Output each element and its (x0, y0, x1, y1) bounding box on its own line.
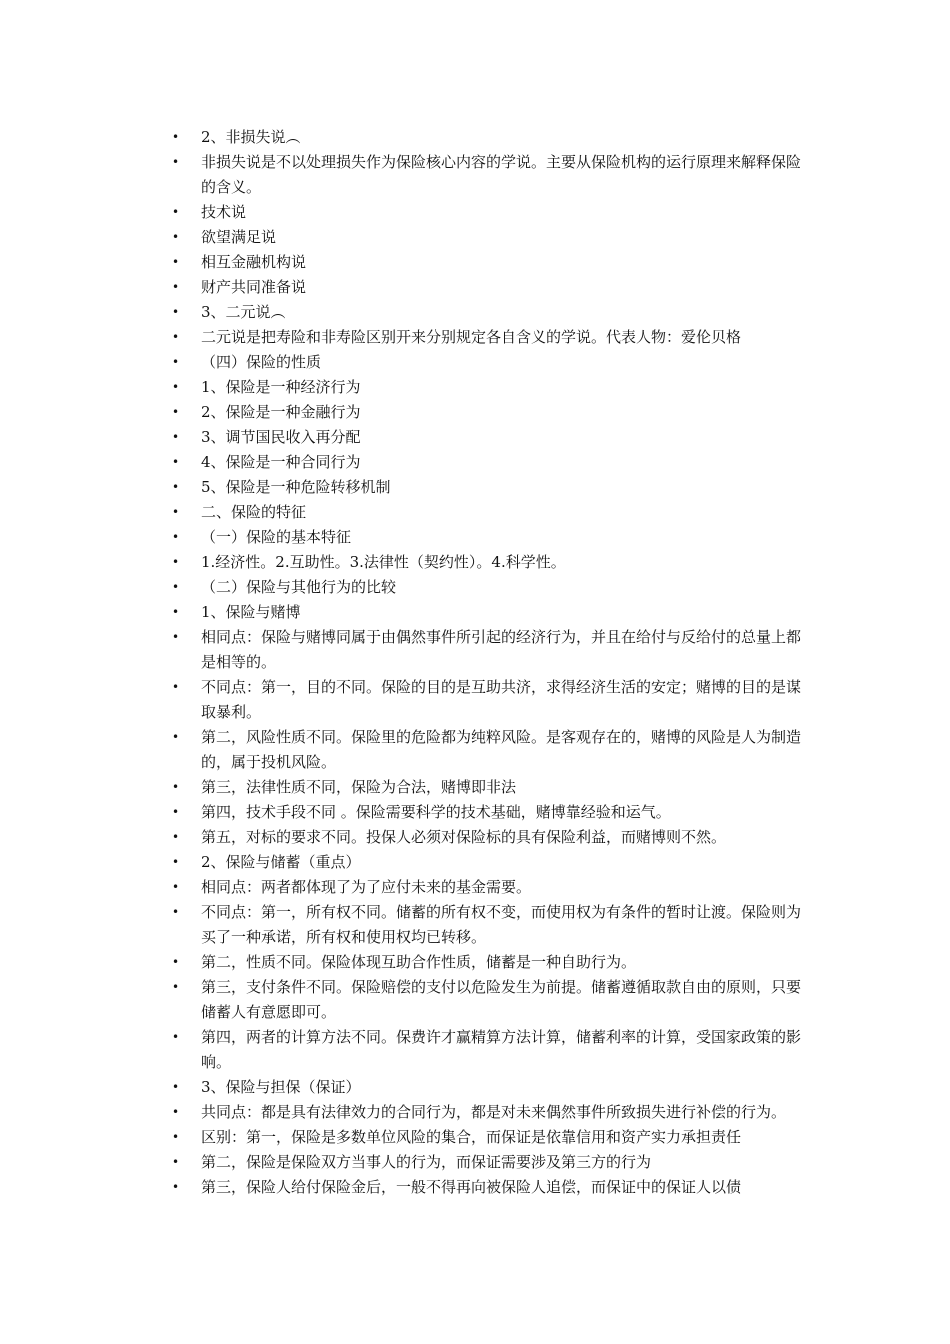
list-item (172, 225, 812, 250)
bullet-icon: • (172, 880, 180, 894)
bullet-icon: • (172, 955, 180, 969)
list-item-text: 不同点：第一，目的不同。保险的目的是互助共济，求得经济生活的安定；赌博的目的是谋取暴利。 (201, 678, 802, 721)
bullet-icon: • (172, 730, 180, 744)
list-item (172, 550, 812, 575)
bullet-icon: • (172, 1080, 180, 1094)
list-item (172, 400, 812, 425)
list-item (172, 425, 812, 450)
list-item-text: 2、保险与储蓄（重点） (201, 853, 361, 871)
list-item (172, 675, 812, 725)
bullet-icon: • (172, 905, 180, 919)
list-item (172, 1150, 812, 1175)
list-item-text: 第二，性质不同。保险体现互助合作性质，储蓄是一种自助行为。 (201, 953, 637, 971)
bullet-icon: • (172, 855, 180, 869)
list-item (172, 325, 812, 350)
bullet-list (172, 125, 812, 1200)
list-item (172, 625, 812, 675)
list-item (172, 600, 812, 625)
bullet-icon: • (172, 1030, 180, 1044)
list-item-text: 区别：第一，保险是多数单位风险的集合，而保证是依靠信用和资产实力承担责任 (201, 1128, 742, 1146)
bullet-icon: • (172, 780, 180, 794)
list-item-text: 二元说是把寿险和非寿险区别开来分别规定各自含义的学说。代表人物：爱伦贝格 (201, 328, 742, 346)
bullet-icon: • (172, 480, 180, 494)
list-item-text: 相互金融机构说 (201, 253, 307, 271)
bullet-icon: • (172, 605, 180, 619)
list-item-text: 第三，支付条件不同。保险赔偿的支付以危险发生为前提。储蓄遵循取款自由的原则，只要储蓄人有意愿即可。 (201, 978, 802, 1021)
bullet-icon: • (172, 830, 180, 844)
bullet-icon: • (172, 630, 180, 644)
list-item-text: （一）保险的基本特征 (201, 528, 352, 546)
list-item (172, 1100, 812, 1125)
bullet-icon: • (172, 155, 180, 169)
bullet-icon: • (172, 355, 180, 369)
list-item (172, 375, 812, 400)
bullet-icon: • (172, 205, 180, 219)
bullet-icon: • (172, 430, 180, 444)
list-item-text: 3、调节国民收入再分配 (201, 428, 361, 446)
list-item (172, 150, 812, 200)
list-item (172, 1025, 812, 1075)
list-item-text: 2、保险是一种金融行为 (201, 403, 361, 421)
list-item (172, 975, 812, 1025)
bullet-icon: • (172, 380, 180, 394)
list-item-text: 二、保险的特征 (201, 503, 307, 521)
bullet-icon: • (172, 580, 180, 594)
list-item (172, 1075, 812, 1100)
list-item (172, 300, 812, 325)
list-item (172, 950, 812, 975)
bullet-icon: • (172, 1105, 180, 1119)
bullet-icon: • (172, 1130, 180, 1144)
list-item-text: 1.经济性。2.互助性。3.法律性（契约性）。4.科学性。 (201, 553, 566, 571)
list-item-text: 4、保险是一种合同行为 (201, 453, 361, 471)
bullet-icon: • (172, 255, 180, 269)
list-item (172, 800, 812, 825)
bullet-icon: • (172, 280, 180, 294)
list-item-text: 第三，法律性质不同，保险为合法，赌博即非法 (201, 778, 517, 796)
list-item (172, 1125, 812, 1150)
bullet-icon: • (172, 805, 180, 819)
list-item-text: 非损失说是不以处理损失作为保险核心内容的学说。主要从保险机构的运行原理来解释保险的含义。 (201, 153, 802, 196)
list-item-text: 共同点：都是具有法律效力的合同行为，都是对未来偶然事件所致损失进行补偿的行为。 (201, 1103, 787, 1121)
list-item-text: 第五，对标的要求不同。投保人必须对保险标的具有保险利益，而赌博则不然。 (201, 828, 727, 846)
bullet-icon: • (172, 405, 180, 419)
bullet-icon: • (172, 305, 180, 319)
list-item (172, 900, 812, 950)
list-item (172, 200, 812, 225)
list-item-text: 1、保险与赌博 (201, 603, 301, 621)
bullet-icon: • (172, 230, 180, 244)
list-item (172, 275, 812, 300)
bullet-icon: • (172, 980, 180, 994)
list-item (172, 575, 812, 600)
list-item-text: 技术说 (201, 203, 247, 221)
list-item-text: （二）保险与其他行为的比较 (201, 578, 397, 596)
list-item-text: 财产共同准备说 (201, 278, 307, 296)
list-item-text: 相同点：两者都体现了为了应付未来的基金需要。 (201, 878, 532, 896)
list-item-text: 第三，保险人给付保险金后，一般不得再向被保险人追偿，而保证中的保证人以债 (201, 1178, 742, 1196)
list-item (172, 775, 812, 800)
list-item (172, 350, 812, 375)
list-item-text: 第四，技术手段不同 。保险需要科学的技术基础，赌博靠经验和运气。 (201, 803, 671, 821)
list-item-text: 欲望满足说 (201, 228, 277, 246)
list-item (172, 1175, 812, 1200)
list-item-text: 第二，风险性质不同。保险里的危险都为纯粹风险。是客观存在的，赌博的风险是人为制造的，属于投机风险。 (201, 728, 802, 771)
list-item (172, 250, 812, 275)
list-item-text: 2、非损失说︵ (201, 128, 301, 146)
bullet-icon: • (172, 530, 180, 544)
bullet-icon: • (172, 505, 180, 519)
list-item-text: 不同点：第一，所有权不同。储蓄的所有权不变，而使用权为有条件的暂时让渡。保险则为买了一种承诺，所有权和使用权均已转移。 (201, 903, 802, 946)
list-item (172, 450, 812, 475)
list-item-text: 3、二元说︵ (201, 303, 286, 321)
list-item (172, 500, 812, 525)
list-item (172, 125, 812, 150)
bullet-icon: • (172, 130, 180, 144)
list-item (172, 525, 812, 550)
bullet-icon: • (172, 680, 180, 694)
bullet-icon: • (172, 455, 180, 469)
list-item (172, 475, 812, 500)
list-item (172, 875, 812, 900)
list-item (172, 725, 812, 775)
bullet-icon: • (172, 555, 180, 569)
list-item (172, 825, 812, 850)
list-item-text: 第二，保险是保险双方当事人的行为，而保证需要涉及第三方的行为 (201, 1153, 652, 1171)
list-item (172, 850, 812, 875)
bullet-icon: • (172, 1155, 180, 1169)
list-item-text: （四）保险的性质 (201, 353, 322, 371)
list-item-text: 第四，两者的计算方法不同。保费许才赢精算方法计算，储蓄利率的计算，受国家政策的影响。 (201, 1028, 802, 1071)
list-item-text: 5、保险是一种危险转移机制 (201, 478, 391, 496)
list-item-text: 1、保险是一种经济行为 (201, 378, 361, 396)
list-item-text: 相同点：保险与赌博同属于由偶然事件所引起的经济行为，并且在给付与反给付的总量上都是相等的。 (201, 628, 802, 671)
list-item-text: 3、保险与担保（保证） (201, 1078, 361, 1096)
bullet-icon: • (172, 330, 180, 344)
bullet-icon: • (172, 1180, 180, 1194)
